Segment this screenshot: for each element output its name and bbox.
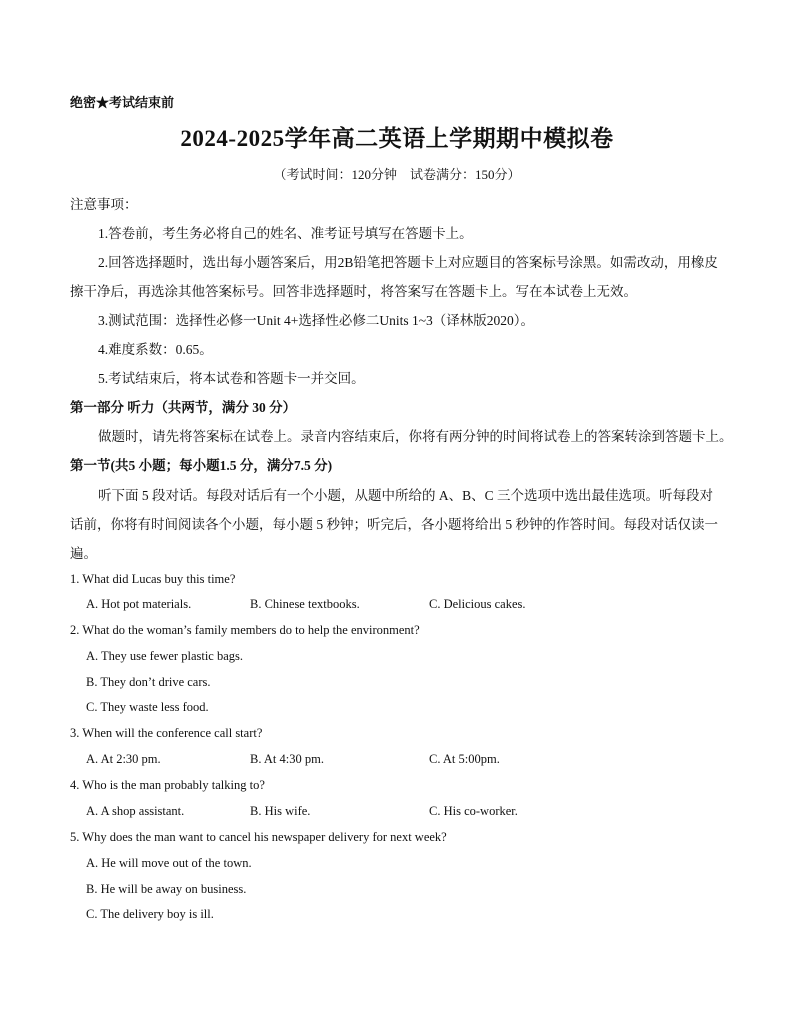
section1-instruction-line: 听下面 5 段对话。每段对话后有一个小题，从题中所给的 A、B、C 三个选项中选出最佳选项。听每段对 bbox=[98, 488, 714, 503]
section1-instruction-line: 话前，你将有时间阅读各个小题，每小题 5 秒钟；听完后，各小题将给出 5 秒钟的作答时间。每段对话仅读一 bbox=[70, 517, 718, 532]
option-c: C. Delicious cakes. bbox=[429, 597, 526, 611]
option-c: C. At 5:00pm. bbox=[429, 752, 500, 766]
option-c: C. They waste less food. bbox=[86, 700, 209, 714]
notes-heading: 注意事项： bbox=[70, 197, 138, 212]
note-item: 5.考试结束后，将本试卷和答题卡一并交回。 bbox=[98, 371, 365, 386]
option-a: A. A shop assistant. bbox=[86, 804, 185, 818]
note-item: 2.回答选择题时，选出每小题答案后，用2B铅笔把答题卡上对应题目的答案标号涂黑。如需改动，用橡皮 bbox=[98, 255, 718, 270]
option-a: A. Hot pot materials. bbox=[86, 597, 192, 611]
section1-heading: 第一节(共5 小题；每小题1.5 分，满分7.5 分) bbox=[70, 458, 333, 473]
option-b: B. He will be away on business. bbox=[86, 882, 247, 896]
option-a: A. He will move out of the town. bbox=[86, 856, 252, 870]
note-item: 擦干净后，再选涂其他答案标号。回答非选择题时，将答案写在答题卡上。写在本试卷上无效。 bbox=[70, 284, 637, 299]
option-a: A. They use fewer plastic bags. bbox=[86, 649, 244, 663]
option-b: B. Chinese textbooks. bbox=[250, 597, 360, 611]
part1-heading: 第一部分 听力（共两节，满分 30 分） bbox=[70, 400, 297, 415]
question-stem: 2. What do the woman’s family members do to help the environment? bbox=[70, 623, 420, 637]
option-a: A. At 2:30 pm. bbox=[86, 752, 161, 766]
question-stem: 1. What did Lucas buy this time? bbox=[70, 572, 236, 586]
question-stem: 3. When will the conference call start? bbox=[70, 726, 263, 740]
note-item: 1.答卷前，考生务必将自己的姓名、准考证号填写在答题卡上。 bbox=[98, 226, 473, 241]
question-stem: 5. Why does the man want to cancel his newspaper delivery for next week? bbox=[70, 830, 447, 844]
part1-instruction: 做题时，请先将答案标在试卷上。录音内容结束后，你将有两分钟的时间将试卷上的答案转涂到答题卡上。 bbox=[98, 429, 733, 444]
option-b: B. His wife. bbox=[250, 804, 311, 818]
confidential-label: 绝密★考试结束前 bbox=[70, 95, 175, 110]
section1-instruction-line: 遍。 bbox=[70, 546, 97, 561]
exam-info: （考试时间：120分钟 试卷满分：150分） bbox=[273, 167, 521, 182]
option-b: B. At 4:30 pm. bbox=[250, 752, 324, 766]
option-c: C. The delivery boy is ill. bbox=[86, 907, 214, 921]
note-item: 4.难度系数：0.65。 bbox=[98, 342, 213, 357]
note-item: 3.测试范围：选择性必修一Unit 4+选择性必修二Units 1~3（译林版2020）。 bbox=[98, 313, 535, 328]
option-b: B. They don’t drive cars. bbox=[86, 675, 211, 689]
question-stem: 4. Who is the man probably talking to? bbox=[70, 778, 265, 792]
page-title: 2024-2025学年高二英语上学期期中模拟卷 bbox=[180, 126, 614, 151]
option-c: C. His co-worker. bbox=[429, 804, 518, 818]
